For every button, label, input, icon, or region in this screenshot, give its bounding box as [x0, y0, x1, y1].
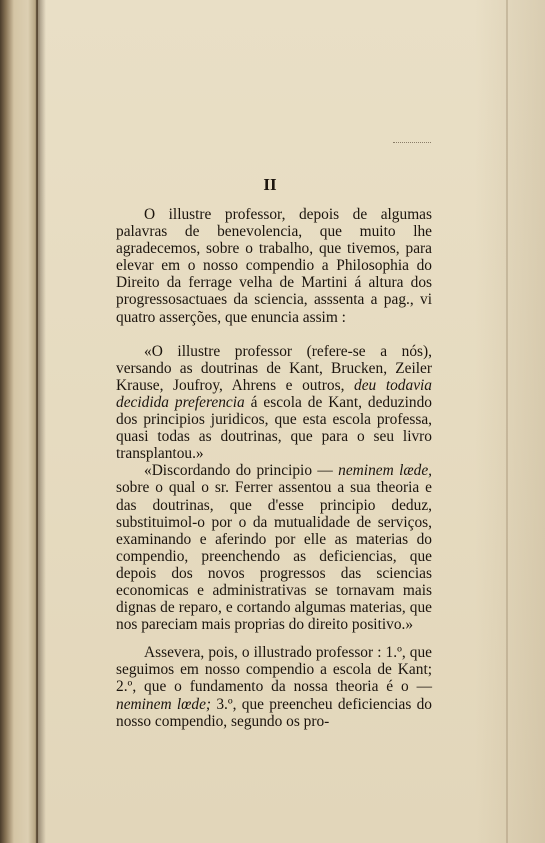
- book-gutter-shadow: [36, 0, 46, 843]
- paragraph-1: O illustre professor, depois de algumas palavras de benevolencia, que muito lhe agradecemos, sobre o trabalho, que tivemos, para elevar em o nosso compendio a Philosophia do Direito da ferrage velha de Martini á altura dos progressosactuaes da sciencia, asssenta a pag., vi quatro asserções, que enuncia assim :: [116, 206, 432, 326]
- ink-smudge: [393, 142, 431, 149]
- paragraph-2-end: á escola de Kant, deduzindo dos principios juridicos, que esta escola professa, quasi todas as doutrinas, que para o seu livro transplantou.»: [116, 393, 432, 463]
- paragraph-2-start: «O illustre professor (refere-se a nós), versando as doutrinas de Kant, Brucken, Zeiler Krause, Joufroy, Ahrens e outros,: [116, 342, 432, 394]
- paragraph-4-italic: neminem lœde;: [116, 695, 212, 713]
- paragraph-3-start: «Discordando do principio —: [144, 462, 333, 480]
- page-fold-line: [506, 0, 508, 843]
- paragraph-4: [116, 644, 432, 729]
- section-heading: II: [263, 175, 277, 194]
- paragraph-2-italic: deu todavia decidida preferencia: [116, 376, 432, 411]
- left-page-edge: [0, 0, 38, 843]
- paragraph-3-italic: neminem læde,: [338, 462, 432, 480]
- body-text: [116, 206, 432, 730]
- paragraph-3-end: sobre o qual o sr. Ferrer assentou a sua theoria e das doutrinas, que d'esse principio deduz, substituimol-o por o da mutualidade de serviços, examinando e aferindo por elle as materias do compendio, preenchendo as deficiencias, que depois dos novos progressos das sciencias economicas e administrativas se tornavam mais dignas de reparo, e cortando algumas materias, que nos pareciam mais proprias do direito positivo.»: [116, 479, 432, 634]
- paragraph-4-start: Assevera, pois, o illustrado professor : 1.º, que seguimos em nosso compendio a escola de Kant; 2.º, que o fundamento da nossa theoria é o —: [116, 644, 432, 696]
- paragraph-3: [116, 462, 432, 633]
- paragraph-4-end: 3.º, que preencheu deficiencias do nosso compendio, segundo os pro-: [116, 695, 432, 730]
- paragraph-2: [116, 343, 432, 463]
